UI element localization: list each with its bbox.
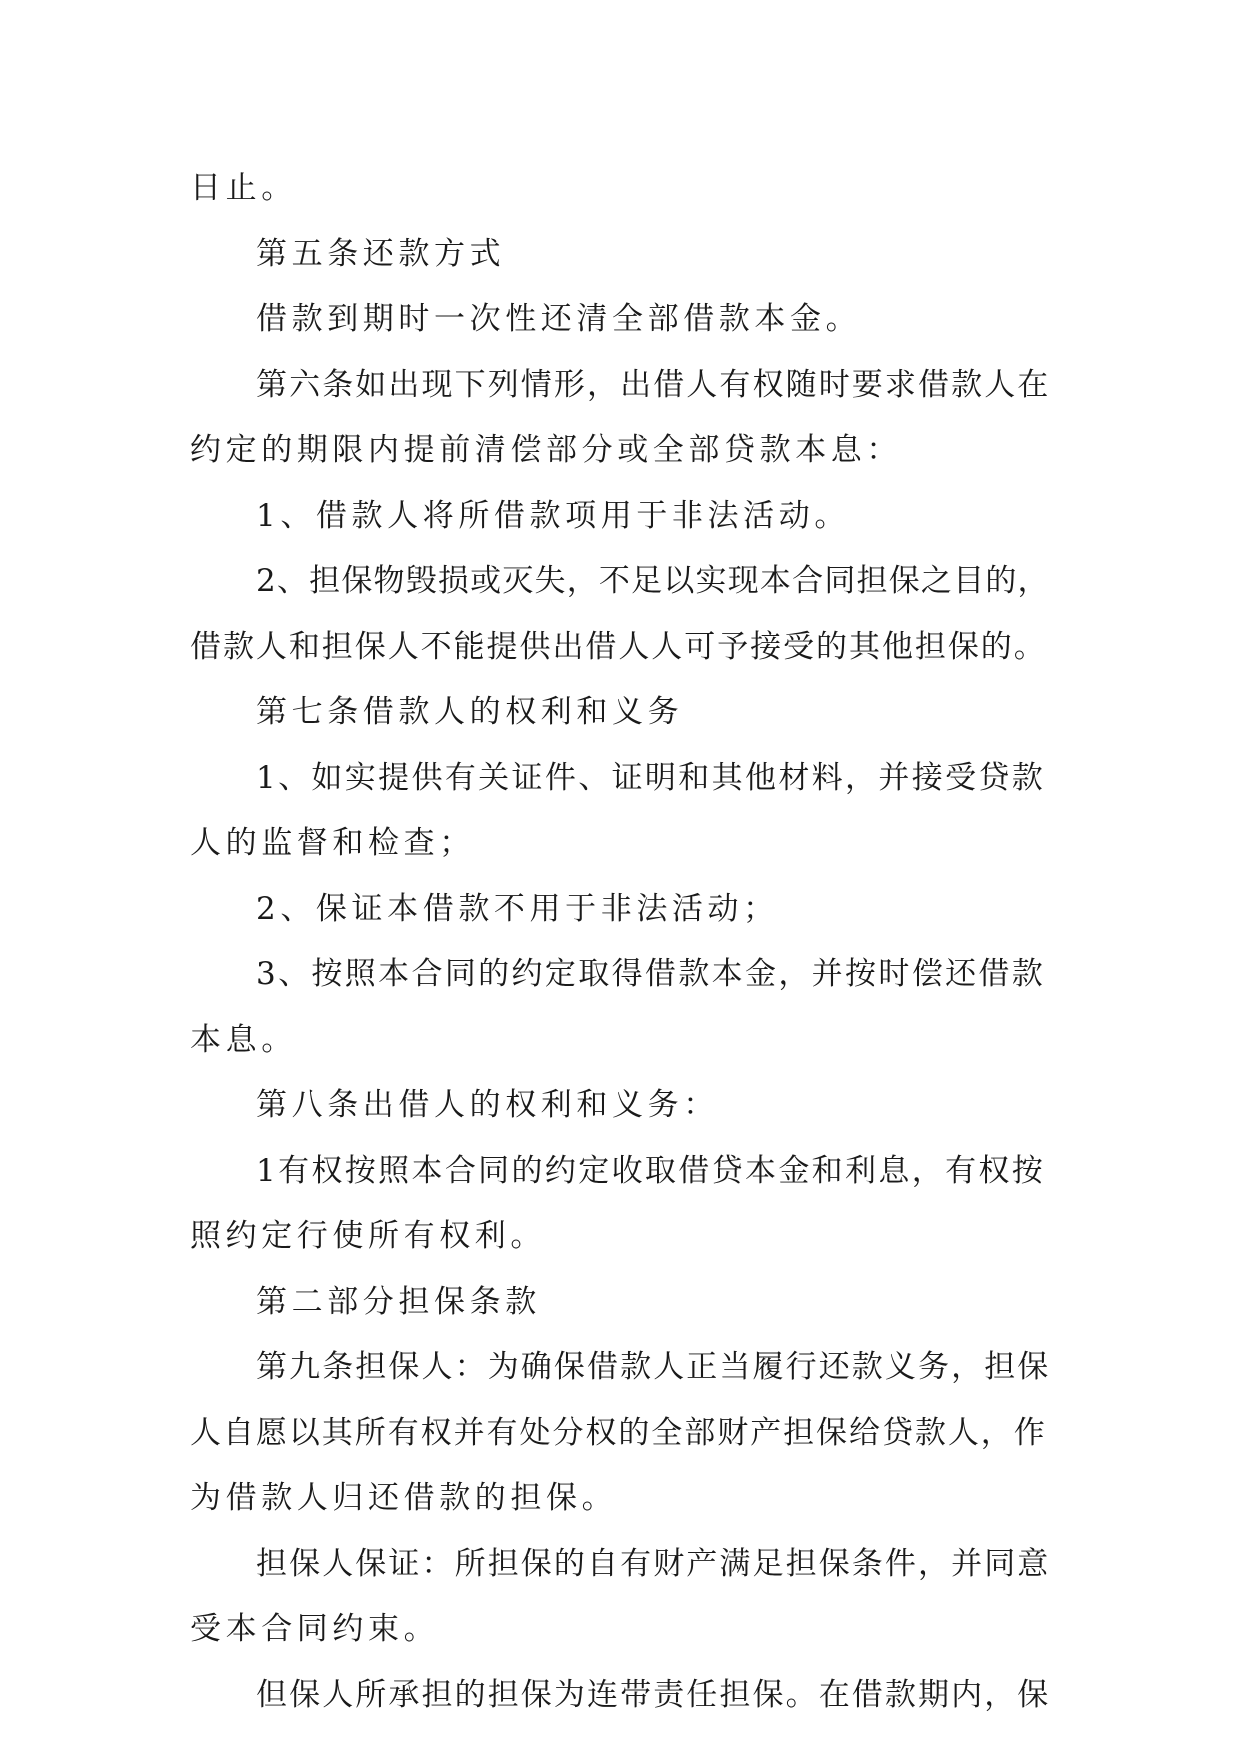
- section-heading: 第二部分担保条款: [256, 1283, 541, 1320]
- text-line: 为借款人归还借款的担保。: [190, 1480, 618, 1516]
- text-line: 担保人保证：所担保的自有财产满足担保条件，并同意: [256, 1545, 1051, 1582]
- list-item: 2、保证本借款不用于非法活动；: [256, 890, 779, 927]
- list-item: 2、担保物毁损或灭失，不足以实现本合同担保之目的，: [256, 563, 1050, 599]
- list-item: 1有权按照本合同的约定收取借贷本金和利息，有权按: [256, 1152, 1046, 1189]
- list-item: 1、如实提供有关证件、证明和其他材料，并接受贷款: [256, 759, 1046, 796]
- text-line: 但保人所承担的担保为连带责任担保。在借款期内，保: [256, 1676, 1051, 1713]
- text-line: 人的监督和检查；: [190, 825, 475, 861]
- text-line: 人自愿以其所有权并有处分权的全部财产担保给贷款人，作: [190, 1414, 1047, 1451]
- text-line: 日止。: [190, 170, 297, 206]
- text-line: 受本合同约束。: [190, 1611, 440, 1647]
- text-line: 照约定行使所有权利。: [190, 1218, 546, 1254]
- text-line: 借款到期时一次性还清全部借款本金。: [256, 301, 862, 337]
- document-body: [190, 156, 1050, 1728]
- article-heading: 第七条借款人的权利和义务: [256, 694, 684, 730]
- article-heading: 第九条担保人：为确保借款人正当履行还款义务，担保: [256, 1349, 1051, 1385]
- article-heading: 第五条还款方式: [256, 235, 506, 272]
- text-line: 约定的期限内提前清偿部分或全部贷款本息：: [190, 432, 902, 468]
- list-item: 3、按照本合同的约定取得借款本金，并按时偿还借款: [256, 956, 1046, 992]
- article-heading: 第八条出借人的权利和义务：: [256, 1087, 719, 1123]
- text-line: 本息。: [190, 1021, 297, 1058]
- text-line: 借款人和担保人不能提供出借人人可予接受的其他担保的。: [190, 628, 1047, 665]
- article-heading: 第六条如出现下列情形，出借人有权随时要求借款人在: [256, 366, 1051, 403]
- list-item: 1、借款人将所借款项用于非法活动。: [256, 497, 850, 534]
